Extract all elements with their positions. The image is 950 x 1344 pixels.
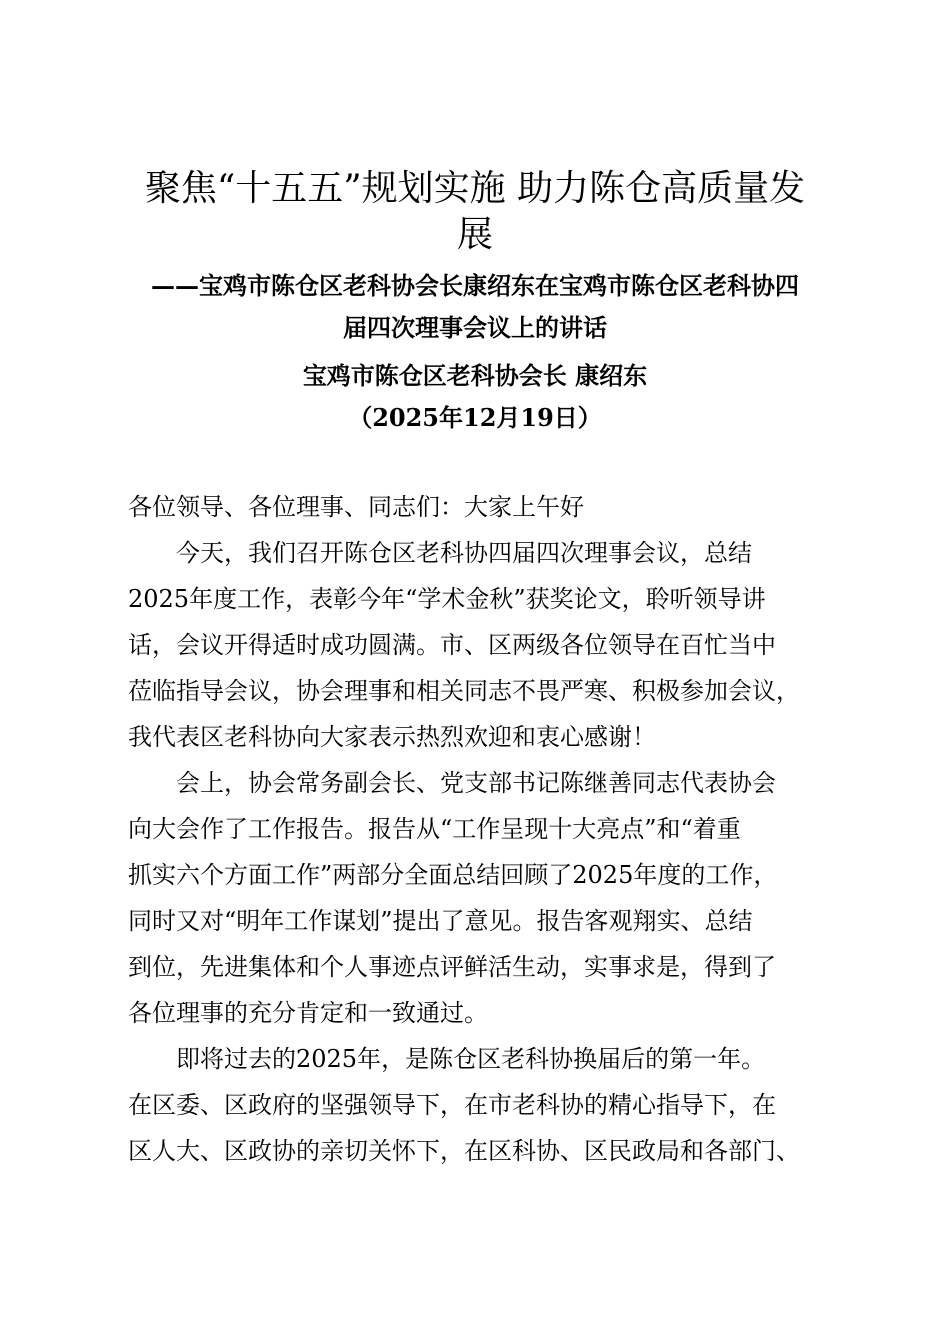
title-line-1: 聚焦“十五五”规划实施 助力陈仓高质量发	[144, 168, 806, 209]
body-line: 区人大、区政协的亲切关怀下，在区科协、区民政局和各部门、	[128, 1137, 800, 1165]
body-line: 在区委、区政府的坚强领导下，在市老科协的精心指导下，在	[128, 1091, 776, 1119]
body-line: 话，会议开得适时成功圆满。市、区两级各位领导在百忙当中	[128, 631, 776, 659]
body-line: 2025年度工作，表彰今年“学术金秋”获奖论文，聆听领导讲	[128, 585, 766, 613]
body-line: 到位，先进集体和个人事迹点评鲜活生动，实事求是，得到了	[128, 953, 776, 981]
body-line: 我代表区老科协向大家表示热烈欢迎和衷心感谢！	[128, 723, 656, 751]
body-line: 同时又对“明年工作谋划”提出了意见。报告客观翔实、总结	[128, 907, 753, 935]
subtitle-line-1: ——宝鸡市陈仓区老科协会长康绍东在宝鸡市陈仓区老科协四	[151, 271, 799, 300]
document-title	[110, 166, 840, 258]
body-line: 莅临指导会议，协会理事和相关同志不畏严寒、积极参加会议，	[128, 677, 800, 705]
body-line: 各位理事的充分肯定和一致通过。	[128, 999, 488, 1027]
subtitle-line-2: 届四次理事会议上的讲话	[343, 313, 607, 342]
title-line-2: 展	[456, 214, 493, 255]
body-line: 即将过去的2025年，是陈仓区老科协换届后的第一年。	[128, 1045, 766, 1073]
speaker-line: 宝鸡市陈仓区老科协会长 康绍东	[302, 361, 648, 390]
body-line: 向大会作了工作报告。报告从“工作呈现十大亮点”和“着重	[128, 815, 741, 843]
body-line: 会上，协会常务副会长、党支部书记陈继善同志代表协会	[128, 769, 776, 797]
salutation-line: 各位领导、各位理事、同志们：大家上午好	[128, 493, 584, 521]
body-line: 抓实六个方面工作”两部分全面总结回顾了2025年度的工作，	[128, 861, 778, 889]
body-line: 今天，我们召开陈仓区老科协四届四次理事会议，总结	[128, 539, 752, 567]
date-line: （2025年12月19日）	[348, 403, 602, 432]
